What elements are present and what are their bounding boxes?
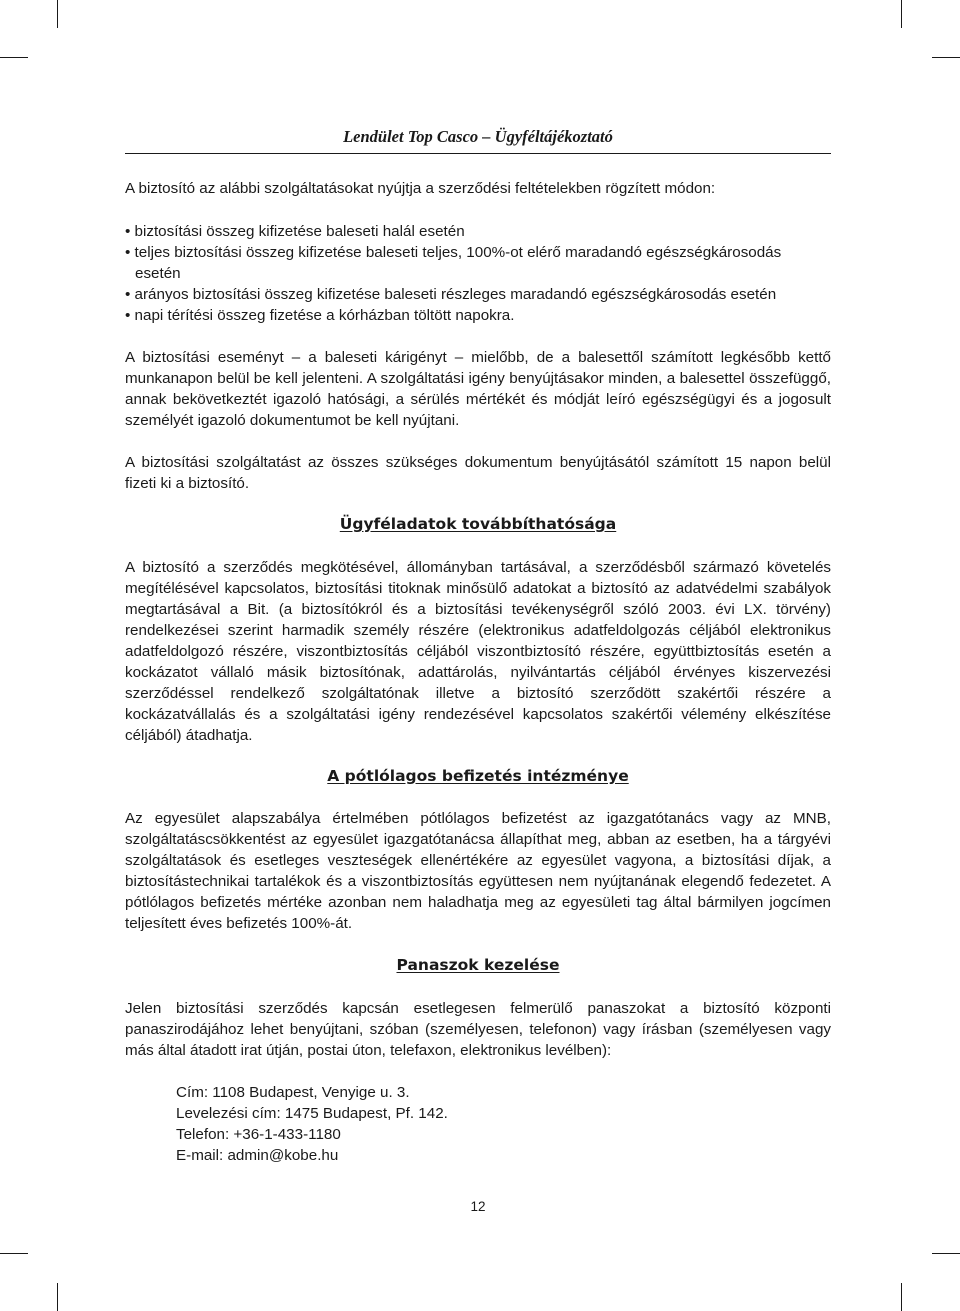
section-heading-complaints: Panaszok kezelése bbox=[396, 956, 560, 974]
list-item: • teljes biztosítási összeg kifizetése baleseti teljes, 100%-ot elérő maradandó egészségkárosodás esetén bbox=[125, 242, 831, 284]
complaints-paragraph: Jelen biztosítási szerződés kapcsán esetlegesen felmerülő panaszokat a biztosító központi panaszirodájához lehet benyújtani, szóban (személyesen, telefonon) vagy írásban (személyesen vagy más által átadott irat útján, postai úton, telefaxon, elektronikus levélben): bbox=[125, 1000, 831, 1059]
payment-paragraph: A biztosítási szolgáltatást az összes szükséges dokumentum benyújtásától számított 15 napon belül fizeti ki a biztosító. bbox=[125, 454, 831, 492]
data-transfer-paragraph: A biztosító a szerződés megkötésével, állományban tartásával, a szerződésből származó követelés megítélésével kapcsolatos, biztosítási titoknak minősülő adatokat a biztosító az adatvédelmi szabályok megtartásával a Bit. (a biztosítókról és a biztosítási tevékenységről szóló 2003. évi LX. törvény) rendelkezései szerint harmadik személy részére (elektronikus adatfeldolgozás céljából elektronikus adatfeldolgozó részére, viszontbiztosítás céljából viszontbiztosító részére, együttbiztosítás esetén a kockázatot vállaló másik biztosítónak, adattárolás, nyilvántartás céljából érvényes kiszervezési szerződéssel rendelkező szolgáltatónak illetve a biztosító szerződött szakértői részére a kockázatvállalás és a szolgáltatási igény rendezésével kapcsolatos szakértői vélemény elkészítése céljából) átadhatja. bbox=[125, 559, 831, 744]
header-rule bbox=[125, 153, 831, 154]
crop-mark-top-left-vertical bbox=[57, 0, 58, 28]
crop-mark-top-left-horizontal bbox=[0, 57, 28, 58]
crop-mark-bottom-right-vertical bbox=[901, 1283, 902, 1311]
intro-paragraph: A biztosító az alábbi szolgáltatásokat nyújtja a szerződési feltételekben rögzített módon: bbox=[125, 180, 716, 197]
list-item: • napi térítési összeg fizetése a kórházban töltött napokra. bbox=[125, 305, 831, 326]
running-header: Lendület Top Casco – Ügyféltájékoztató bbox=[343, 127, 613, 146]
claims-paragraph: A biztosítási eseményt – a baleseti kárigényt – mielőbb, de a balesettől számított legkésőbb kettő munkanapon belül be kell jelenteni. A szolgáltatási igény benyújtásakor minden, a balesettel összefüggő, annak bekövetkeztét igazoló hatósági, a sérülés mértékét és módját leíró egészségügyi és a jogosult személyét igazoló dokumentumot be kell nyújtani. bbox=[125, 349, 831, 429]
crop-mark-bottom-left-horizontal bbox=[0, 1253, 28, 1254]
list-item: • arányos biztosítási összeg kifizetése baleseti részleges maradandó egészségkárosodás esetén bbox=[125, 284, 831, 305]
contact-email: E-mail: admin@kobe.hu bbox=[176, 1147, 339, 1164]
contact-address: Cím: 1108 Budapest, Venyige u. 3. bbox=[176, 1084, 410, 1101]
crop-mark-top-right-vertical bbox=[901, 0, 902, 28]
crop-mark-bottom-right-horizontal bbox=[932, 1253, 960, 1254]
section-heading-data-transfer: Ügyféladatok továbbíthatósága bbox=[339, 515, 617, 533]
list-item: • biztosítási összeg kifizetése baleseti halál esetén bbox=[125, 221, 831, 242]
contact-phone: Telefon: +36-1-433-1180 bbox=[176, 1126, 341, 1143]
additional-payment-paragraph: Az egyesület alapszabálya értelmében pótlólagos befizetést az igazgatótanács vagy az MNB, szolgáltatáscsökkentést az egyesület igazgatótanácsa állapíthat meg, abban az esetben, ha a tárgyévi szolgáltatások és esetleges veszteségek ellenértékére az egyesület vagyona, a biztosítási díjak, a biztosítástechnikai tartalékok és a viszontbiztosítás együttesen nem nyújtanának elegendő fedezetet. A pótlólagos befizetés mértéke azonban nem haladhatja meg az egyesületi tag által bármilyen jogcímen teljesített éves befizetés 100%-át. bbox=[125, 810, 831, 932]
page-number: 12 bbox=[470, 1199, 486, 1214]
section-heading-additional-payment: A pótlólagos befizetés intézménye bbox=[327, 767, 629, 785]
contact-postal-address: Levelezési cím: 1475 Budapest, Pf. 142. bbox=[176, 1105, 448, 1122]
service-list bbox=[125, 221, 831, 326]
contact-block bbox=[176, 1082, 448, 1166]
crop-mark-bottom-left-vertical bbox=[57, 1283, 58, 1311]
crop-mark-top-right-horizontal bbox=[932, 57, 960, 58]
